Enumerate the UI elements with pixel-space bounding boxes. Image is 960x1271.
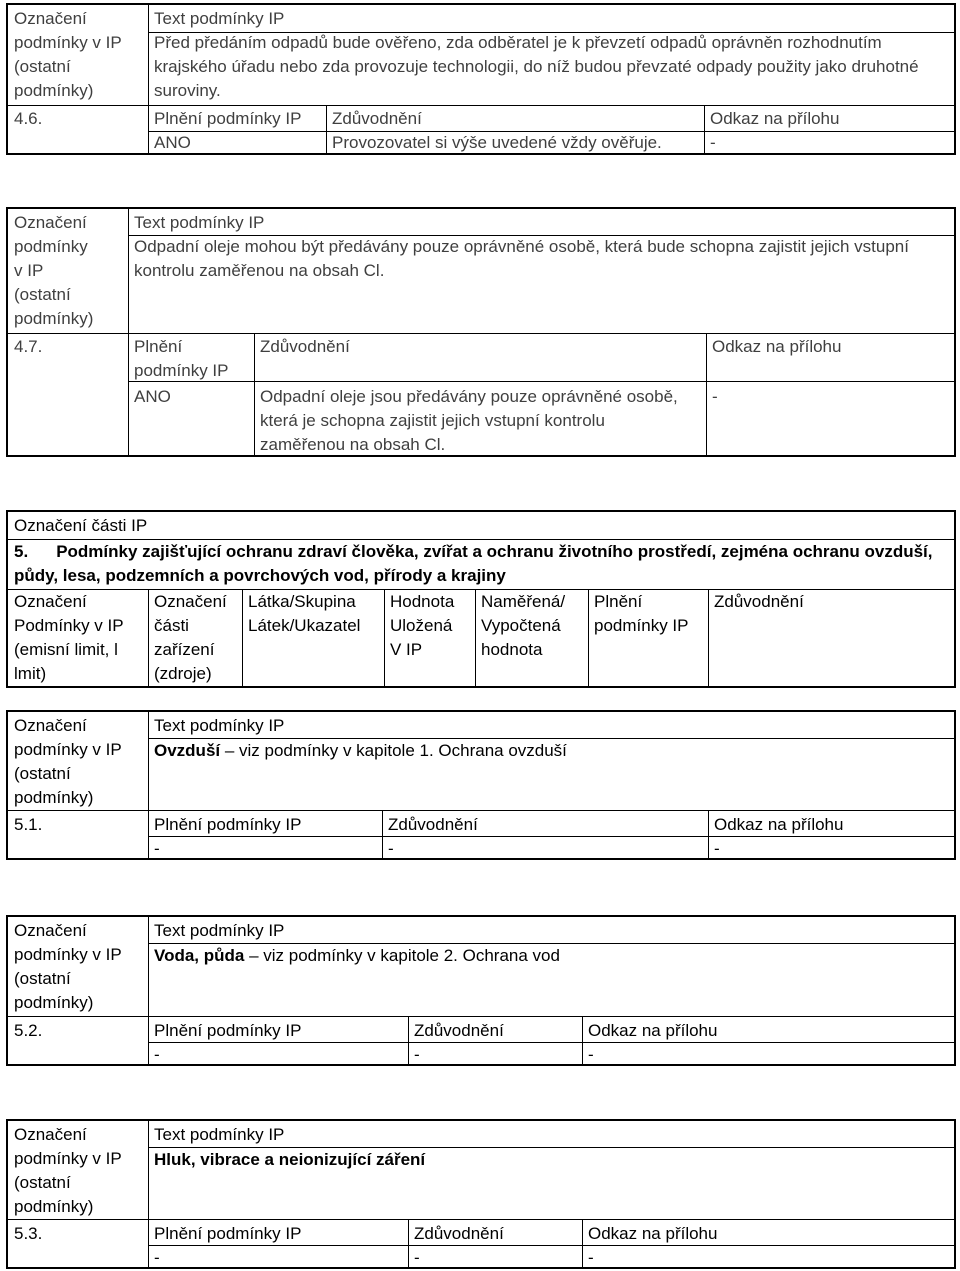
condition-text-rest: – viz podmínky v kapitole 2. Ochrana vod xyxy=(244,946,560,965)
condition-text: Odpadní oleje mohou být předávány pouze oprávněné osobě, která bude schopna zajistit jejich vstupní kontrolu zaměřenou na obsah Cl. xyxy=(134,237,909,280)
condition-text-bold: Voda, půda xyxy=(154,946,245,965)
condition-label: Označení podmínky v IP (ostatní podmínky) xyxy=(14,213,94,328)
column-device-part: Označení části zařízení (zdroje) xyxy=(154,592,227,683)
fulfil-header: Plnění podmínky IP xyxy=(154,109,302,128)
column-substance: Látka/Skupina Látek/Ukazatel xyxy=(248,592,361,635)
ref-value: - xyxy=(714,839,720,858)
ref-value: - xyxy=(710,133,716,152)
reason-header: Zdůvodnění xyxy=(260,337,350,356)
ref-value: - xyxy=(588,1248,594,1267)
ref-header: Odkaz na přílohu xyxy=(712,337,842,356)
column-condition-id: Označení Podmínky v IP (emisní limit, l lmit) xyxy=(14,592,124,683)
condition-text-rest: – viz podmínky v kapitole 1. Ochrana ovzduší xyxy=(220,741,567,760)
column-fulfil: Plnění podmínky IP xyxy=(594,592,689,635)
condition-label: Označení podmínky v IP (ostatní podmínky) xyxy=(14,921,122,1012)
condition-text xyxy=(148,942,954,968)
condition-block-5-1 xyxy=(6,710,956,860)
column-measured: Naměřená/ Vypočtená hodnota xyxy=(481,592,566,659)
condition-block-5-2 xyxy=(6,915,956,1066)
text-header: Text podmínky IP xyxy=(154,1125,285,1144)
ref-header: Odkaz na přílohu xyxy=(714,815,844,834)
condition-number: 4.7. xyxy=(14,337,43,356)
part-title-text: Podmínky zajišťující ochranu zdraví člověka, zvířat a ochranu životního prostředí, zejména ochranu ovzduší, půdy, lesa, podzemních a povrchových vod, přírody a krajiny xyxy=(14,542,933,585)
condition-label: Označení podmínky v IP (ostatní podmínky) xyxy=(14,9,122,100)
reason-value: - xyxy=(414,1248,420,1267)
text-header: Text podmínky IP xyxy=(154,9,285,28)
condition-text-bold: Hluk, vibrace a neionizující záření xyxy=(154,1150,426,1169)
condition-number: 5.1. xyxy=(14,815,43,834)
reason-header: Zdůvodnění xyxy=(388,815,478,834)
fulfil-value: ANO xyxy=(134,387,171,406)
condition-number: 5.3. xyxy=(14,1224,43,1243)
reason-value: - xyxy=(388,839,394,858)
text-header: Text podmínky IP xyxy=(154,716,285,735)
ref-header: Odkaz na přílohu xyxy=(588,1021,718,1040)
reason-header: Zdůvodnění xyxy=(332,109,422,128)
fulfil-value: - xyxy=(154,1045,160,1064)
reason-value: Provozovatel si výše uvedené vždy ověřuje. xyxy=(332,133,662,152)
column-reason: Zdůvodnění xyxy=(714,592,804,611)
part-title xyxy=(8,538,954,588)
part-5-block xyxy=(6,510,956,688)
condition-label: Označení podmínky v IP (ostatní podmínky) xyxy=(14,1125,122,1216)
part-number: 5. xyxy=(14,542,29,561)
reason-value: Odpadní oleje jsou předávány pouze oprávněné osobě, která je schopna zajistit jejich vstupní kontrolu zaměřenou na obsah Cl. xyxy=(260,387,678,454)
text-header: Text podmínky IP xyxy=(154,921,285,940)
reason-header: Zdůvodnění xyxy=(414,1021,504,1040)
condition-text xyxy=(148,1146,954,1172)
ref-value: - xyxy=(712,387,718,406)
part-label: Označení části IP xyxy=(14,516,148,535)
fulfil-value: ANO xyxy=(154,133,191,152)
condition-text xyxy=(148,737,954,763)
condition-block-5-3 xyxy=(6,1119,956,1269)
fulfil-header: Plnění podmínky IP xyxy=(134,337,229,380)
condition-block-4-7 xyxy=(6,207,956,457)
condition-number: 4.6. xyxy=(14,109,43,128)
ref-header: Odkaz na přílohu xyxy=(588,1224,718,1243)
fulfil-header: Plnění podmínky IP xyxy=(154,1021,302,1040)
reason-header: Zdůvodnění xyxy=(414,1224,504,1243)
fulfil-header: Plnění podmínky IP xyxy=(154,815,302,834)
condition-text: Před předáním odpadů bude ověřeno, zda odběratel je k převzetí odpadů oprávněn rozhodnutím krajského úřadu nebo zda provozuje technologii, do níž budou převzaté odpady použity jako druhotné suroviny. xyxy=(154,33,919,100)
fulfil-value: - xyxy=(154,1248,160,1267)
condition-number: 5.2. xyxy=(14,1021,43,1040)
column-value-ip: Hodnota Uložená V IP xyxy=(390,592,455,659)
ref-header: Odkaz na přílohu xyxy=(710,109,840,128)
text-header: Text podmínky IP xyxy=(134,213,265,232)
fulfil-header: Plnění podmínky IP xyxy=(154,1224,302,1243)
condition-text-bold: Ovzduší xyxy=(154,741,221,760)
reason-value: - xyxy=(414,1045,420,1064)
ref-value: - xyxy=(588,1045,594,1064)
fulfil-value: - xyxy=(154,839,160,858)
condition-block-4-6 xyxy=(6,3,956,155)
condition-label: Označení podmínky v IP (ostatní podmínky) xyxy=(14,716,122,807)
